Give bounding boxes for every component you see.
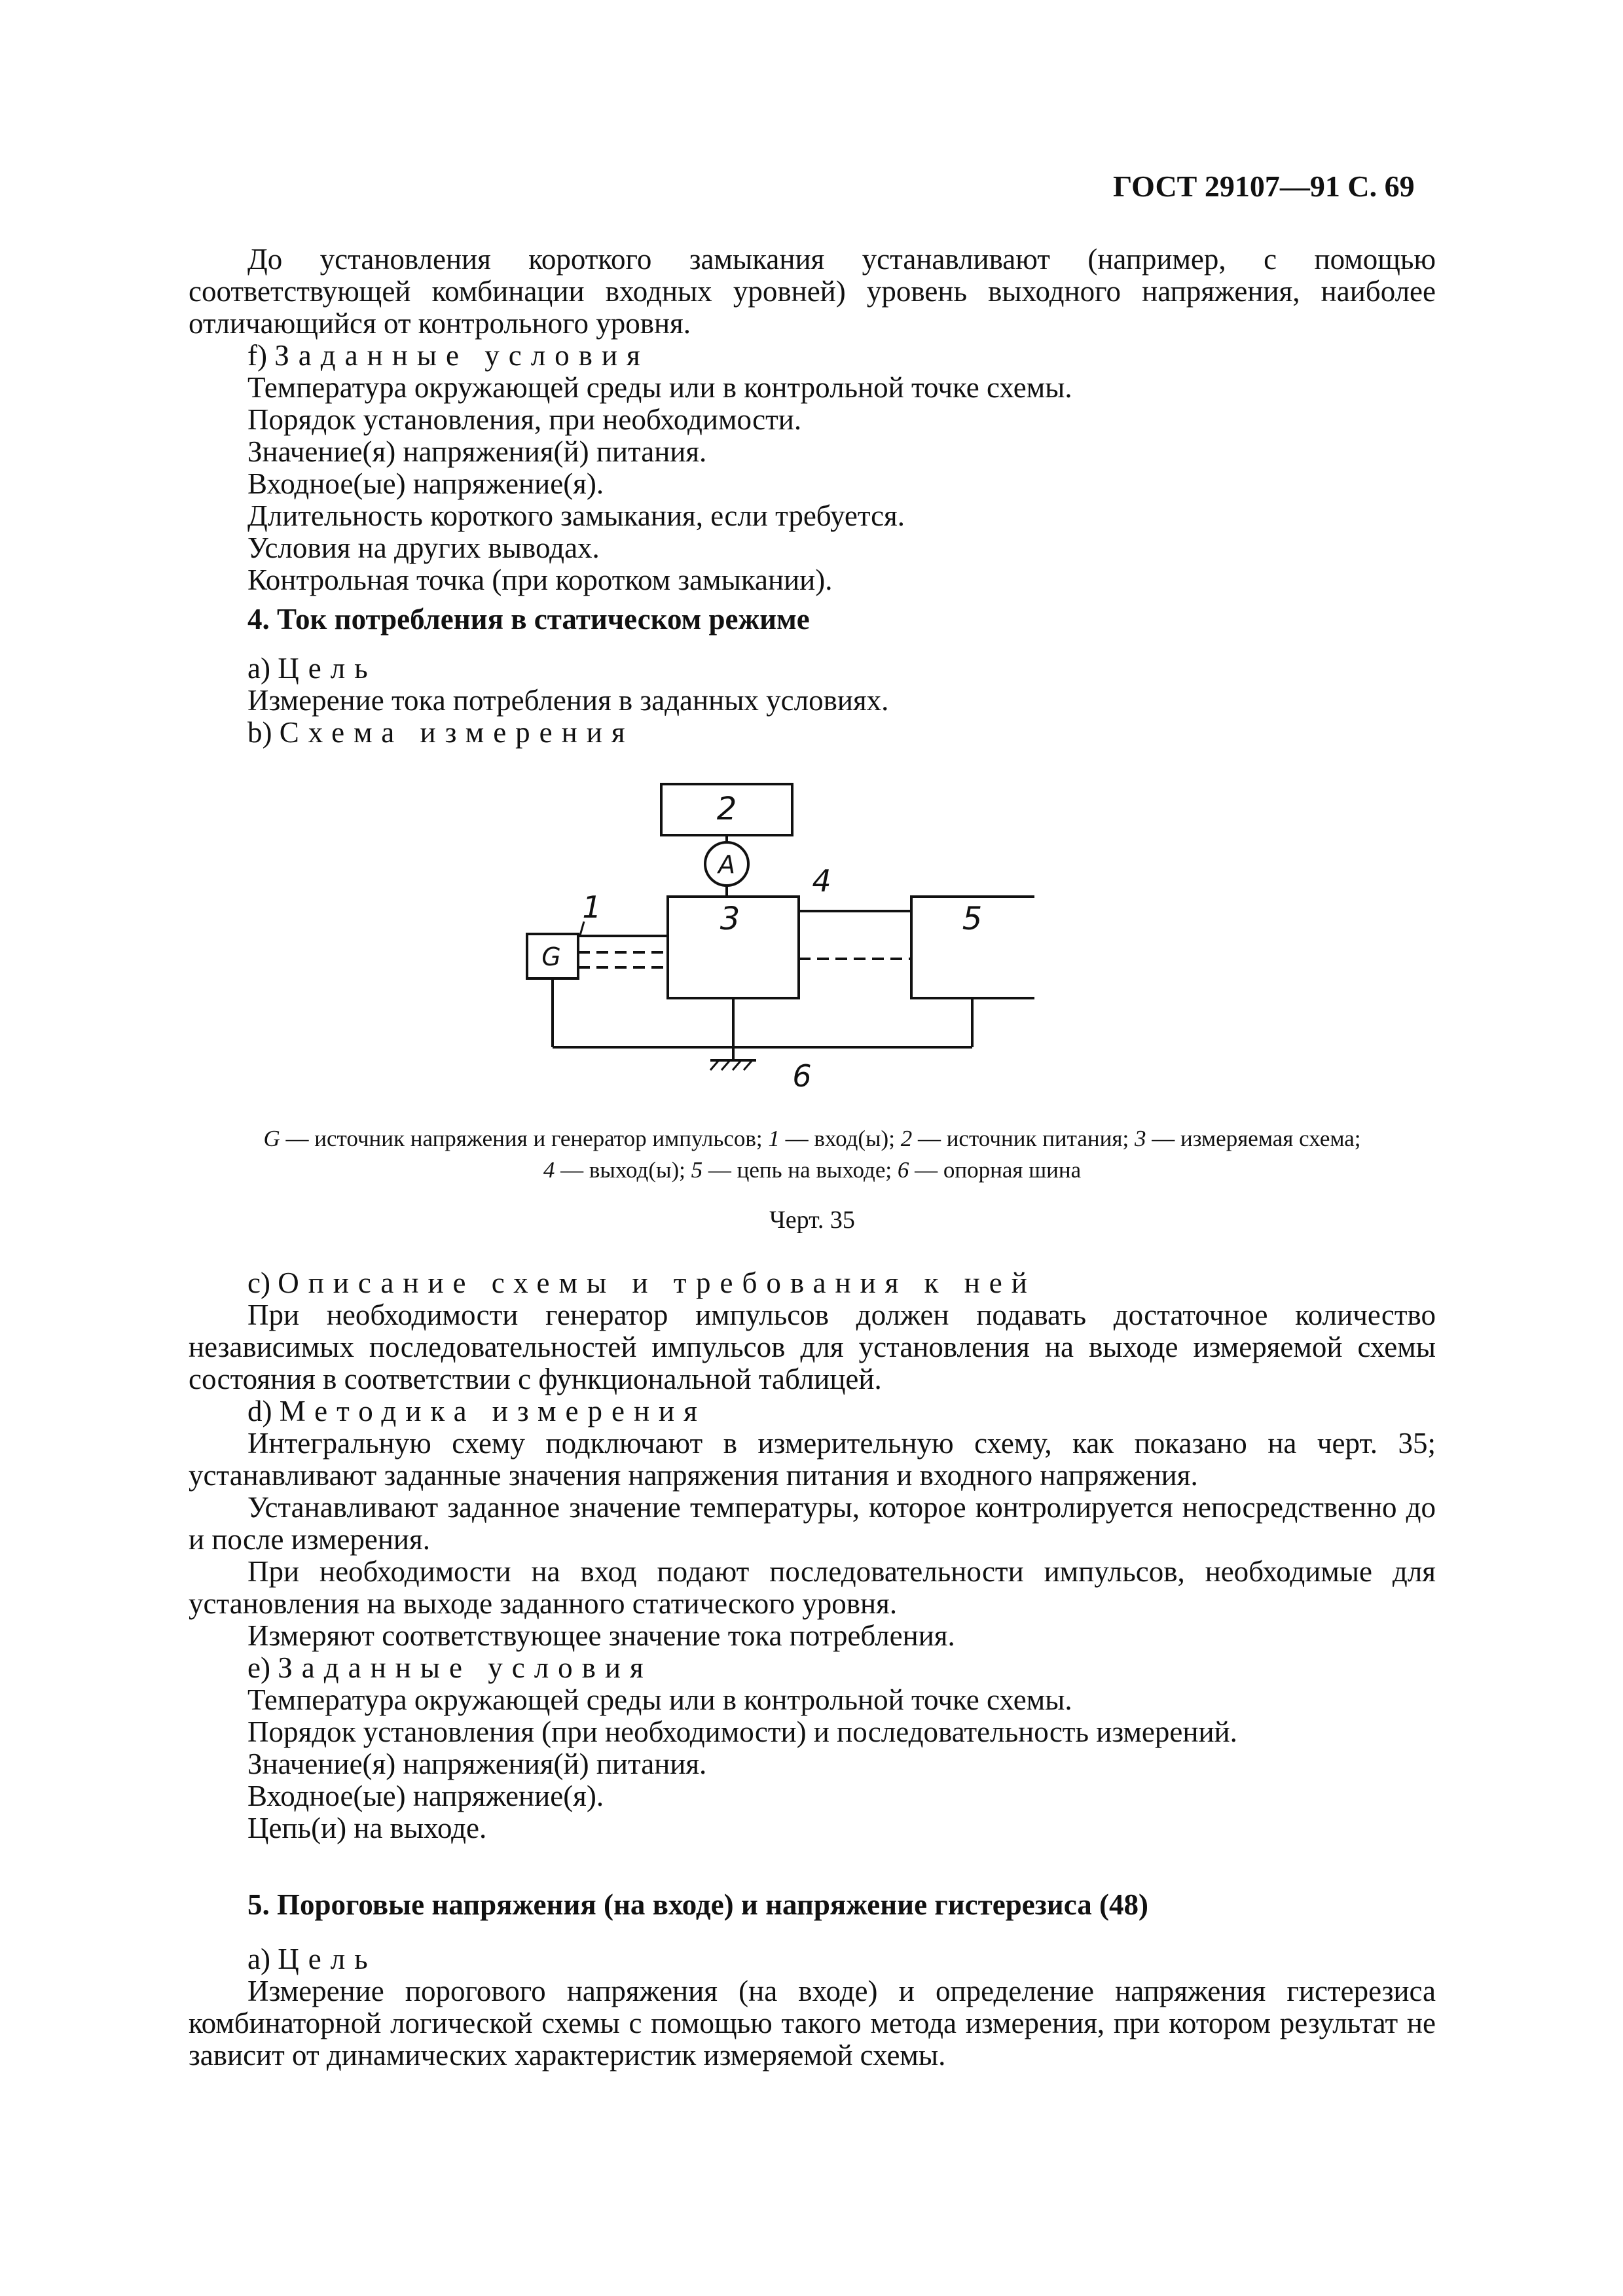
- list-item: Порядок установления, при необходимости.: [247, 403, 802, 436]
- subheading-c: [189, 1267, 1436, 1299]
- list-item: Контрольная точка (при коротком замыкании).: [247, 564, 833, 596]
- subheading-a: [189, 1943, 1436, 1975]
- caption-text: — цепь на выходе;: [702, 1157, 898, 1183]
- section-5: [189, 1889, 1436, 2072]
- list-item: Входное(ые) напряжение(я).: [247, 1780, 604, 1812]
- paragraph-method: При необходимости на вход подают последовательности импульсов, необходимые для установления на выходе заданного статического уровня.: [189, 1555, 1436, 1620]
- subheading-b-label: b): [247, 716, 272, 749]
- label-generator: G: [541, 942, 561, 971]
- list-item: Условия на других выводах.: [247, 531, 600, 564]
- label-circuit-under-test: 3: [720, 901, 740, 937]
- subheading-c-label: c): [247, 1266, 270, 1299]
- caption-text: — источник напряжения и генератор импульсов;: [280, 1126, 769, 1151]
- caption-key: 4: [543, 1157, 555, 1183]
- list-item: Значение(я) напряжения(й) питания.: [247, 1748, 707, 1780]
- section-4-continued: [189, 1267, 1436, 1844]
- measurement-circuit-diagram: [511, 772, 1034, 1113]
- subheading-e-label: e): [247, 1651, 270, 1684]
- subheading-a-label: a): [247, 652, 270, 685]
- caption-line-2: [189, 1155, 1436, 1186]
- list-item: Длительность короткого замыкания, если требуется.: [247, 499, 905, 532]
- caption-key: 3: [1134, 1126, 1146, 1151]
- ground-hatch: [710, 1060, 752, 1070]
- subheading-e: [189, 1652, 1436, 1684]
- caption-text: — опорная шина: [909, 1157, 1082, 1183]
- list-item: Температура окружающей среды или в контрольной точке схемы.: [247, 371, 1072, 404]
- label-input: 1: [582, 889, 602, 925]
- caption-key: 5: [691, 1157, 703, 1183]
- section-4-heading: 4. Ток потребления в статическом режиме: [247, 603, 810, 636]
- list-item: Цепь(и) на выходе.: [247, 1812, 487, 1844]
- paragraph-method: Интегральную схему подключают в измерительную схему, как показано на черт. 35; устанавливают заданные значения напряжения питания и входного напряжения.: [189, 1427, 1436, 1492]
- subheading-d-label: d): [247, 1395, 272, 1427]
- section-4-start: [189, 603, 1436, 749]
- figure-caption: [189, 1123, 1436, 1186]
- subheading-f-label: f): [247, 339, 267, 372]
- paragraph-method: Измеряют соответствующее значение тока потребления.: [247, 1619, 955, 1652]
- caption-text: — источник питания;: [912, 1126, 1135, 1151]
- subheading-f-title: Заданные условия: [274, 339, 649, 372]
- subheading-a-label: a): [247, 1943, 270, 1975]
- label-ammeter: A: [718, 850, 735, 879]
- label-output: 4: [812, 863, 831, 899]
- paragraph-circuit-description: При необходимости генератор импульсов должен подавать достаточное количество независимых последовательностей импульсов для установления на выходе измеряемой схемы состояния в соответствии с функциональной таблицей.: [189, 1299, 1436, 1395]
- paragraph-method: Устанавливают заданное значение температуры, которое контролируется непосредственно до и после измерения.: [189, 1491, 1436, 1556]
- subheading-a-title: Цель: [278, 652, 377, 685]
- subheading-f: [189, 340, 1436, 372]
- caption-text: — вход(ы);: [779, 1126, 901, 1151]
- caption-key: G: [263, 1126, 280, 1151]
- subheading-d-title: Методика измерения: [279, 1395, 706, 1427]
- list-item: Порядок установления (при необходимости) и последовательность измерений.: [247, 1715, 1237, 1748]
- list-item: Значение(я) напряжения(й) питания.: [247, 435, 707, 468]
- subheading-d: [189, 1395, 1436, 1427]
- subheading-b-title: Схема измерения: [279, 716, 634, 749]
- caption-key: 2: [900, 1126, 913, 1151]
- caption-text: — измеряемая схема;: [1146, 1126, 1361, 1151]
- subheading-c-title: Описание схемы и требования к ней: [278, 1266, 1036, 1299]
- caption-line-1: [189, 1123, 1436, 1155]
- paragraph-intro: До установления короткого замыкания устанавливают (например, с помощью соответствующей комбинации входных уровней) уровень выходного напряжения, наиболее отличающийся от контрольного уровня.: [189, 243, 1436, 340]
- figure-label: Черт. 35: [769, 1206, 855, 1234]
- caption-key: 6: [897, 1157, 909, 1183]
- subheading-b: [189, 717, 1436, 749]
- list-item: Температура окружающей среды или в контрольной точке схемы.: [247, 1683, 1072, 1716]
- label-output-load: 5: [962, 901, 983, 937]
- page-header: ГОСТ 29107—91 С. 69: [1113, 170, 1415, 203]
- subheading-a-title: Цель: [278, 1943, 377, 1975]
- block-short-circuit-conditions: [189, 243, 1436, 596]
- subheading-a: [189, 653, 1436, 685]
- subheading-e-title: Заданные условия: [278, 1651, 653, 1684]
- label-ground: 6: [792, 1058, 812, 1094]
- label-power-supply: 2: [716, 791, 737, 827]
- paragraph-purpose: Измерение порогового напряжения (на входе) и определение напряжения гистерезиса комбинаторной логической схемы с помощью такого метода измерения, при котором результат не зависит от динамических характеристик измеряемой схемы.: [189, 1975, 1436, 2072]
- paragraph-purpose: Измерение тока потребления в заданных условиях.: [247, 684, 889, 717]
- caption-text: — выход(ы);: [555, 1157, 691, 1183]
- caption-key: 1: [768, 1126, 780, 1151]
- list-item: Входное(ые) напряжение(я).: [247, 467, 604, 500]
- section-5-heading: 5. Пороговые напряжения (на входе) и напряжение гистерезиса (48): [247, 1888, 1148, 1921]
